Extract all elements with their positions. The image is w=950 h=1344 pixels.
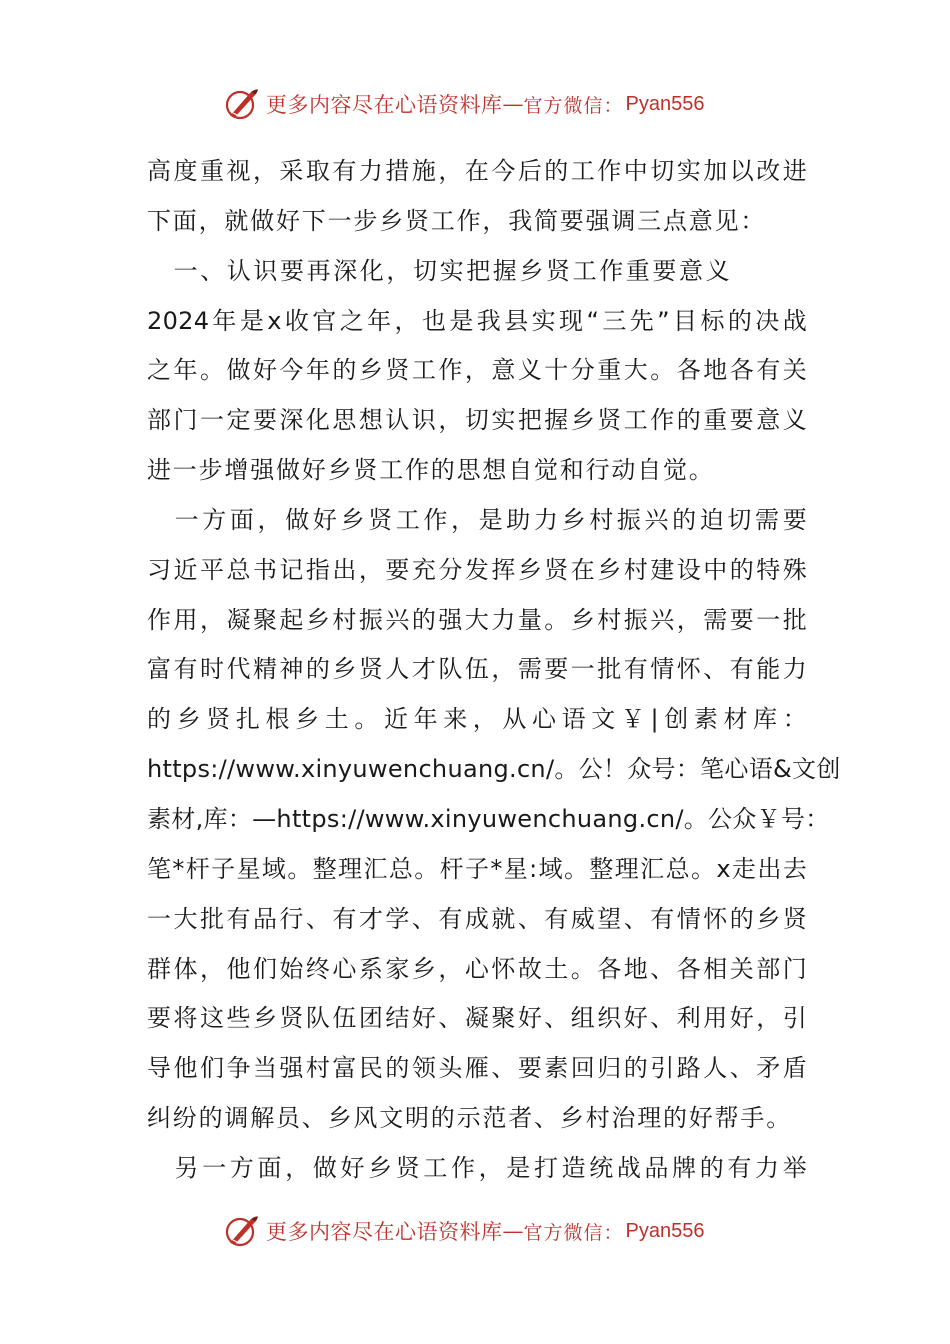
banner-dash: — bbox=[502, 92, 524, 116]
footer-banner bbox=[224, 1211, 704, 1251]
body-line-10: 作用，凝聚起乡村振兴的强大力量。乡村振兴，需要一批 bbox=[147, 605, 807, 634]
section-heading: 一、认识要再深化，切实把握乡贤工作重要意义 bbox=[147, 256, 733, 285]
banner-account: Pyan556 bbox=[625, 1219, 705, 1242]
body-line-19: 导他们争当强村富民的领头雁、要素回归的引路人、矛盾 bbox=[147, 1054, 807, 1083]
banner-wechat-label: 官方微信： bbox=[523, 94, 624, 117]
quill-pen-logo-icon bbox=[224, 86, 260, 122]
banner-dash: — bbox=[502, 1219, 524, 1243]
banner-brand-text: 更多内容尽在心语资料库 bbox=[266, 93, 503, 117]
header-banner bbox=[224, 84, 704, 124]
document-body bbox=[147, 147, 841, 1194]
body-line-16: 一大批有品行、有才学、有成就、有威望、有情怀的乡贤 bbox=[147, 904, 807, 933]
banner-brand-text: 更多内容尽在心语资料库 bbox=[266, 1220, 503, 1244]
body-line-15: 笔*杆子星域。整理汇总。杆子*星:域。整理汇总。x走出去 bbox=[147, 854, 807, 883]
quill-pen-logo-icon bbox=[224, 1213, 260, 1249]
body-line-17: 群体，他们始终心系家乡，心怀故土。各地、各相关部门 bbox=[147, 954, 807, 983]
body-line-5: 之年。做好今年的乡贤工作，意义十分重大。各地各有关 bbox=[147, 356, 807, 385]
body-line-18: 要将这些乡贤队伍团结好、凝聚好、组织好、利用好，引 bbox=[147, 1004, 807, 1033]
body-line-20: 纠纷的调解员、乡风文明的示范者、乡村治理的好帮手。 bbox=[147, 1104, 792, 1133]
body-line-13: https://www.xinyuwenchuang.cn/。公！众号：笔心语&文创 bbox=[147, 755, 841, 784]
body-line-4: 2024年是x收官之年，也是我县实现“三先”目标的决战 bbox=[147, 306, 807, 335]
body-line-9: 习近平总书记指出，要充分发挥乡贤在乡村建设中的特殊 bbox=[147, 555, 807, 584]
banner-account: Pyan556 bbox=[625, 92, 705, 115]
body-line-2: 下面，就做好下一步乡贤工作，我简要强调三点意见： bbox=[147, 206, 767, 235]
body-line-1: 高度重视，采取有力措施，在今后的工作中切实加以改进 bbox=[147, 157, 807, 185]
body-line-21: 另一方面，做好乡贤工作，是打造统战品牌的有力举 bbox=[147, 1153, 807, 1182]
banner-wechat-label: 官方微信： bbox=[523, 1221, 624, 1244]
body-line-14: 素材,库：—https://www.xinyuwenchuang.cn/。公众￥号： bbox=[147, 804, 830, 833]
body-line-6: 部门一定要深化思想认识，切实把握乡贤工作的重要意义 bbox=[147, 406, 807, 435]
body-line-11: 富有时代精神的乡贤人才队伍，需要一批有情怀、有能力 bbox=[147, 655, 807, 684]
body-line-12: 的乡贤扎根乡土。近年来，从心语文￥|创素材库： bbox=[147, 705, 807, 734]
body-line-7: 进一步增强做好乡贤工作的思想自觉和行动自觉。 bbox=[147, 456, 715, 485]
body-line-8: 一方面，做好乡贤工作，是助力乡村振兴的迫切需要 bbox=[147, 505, 807, 534]
